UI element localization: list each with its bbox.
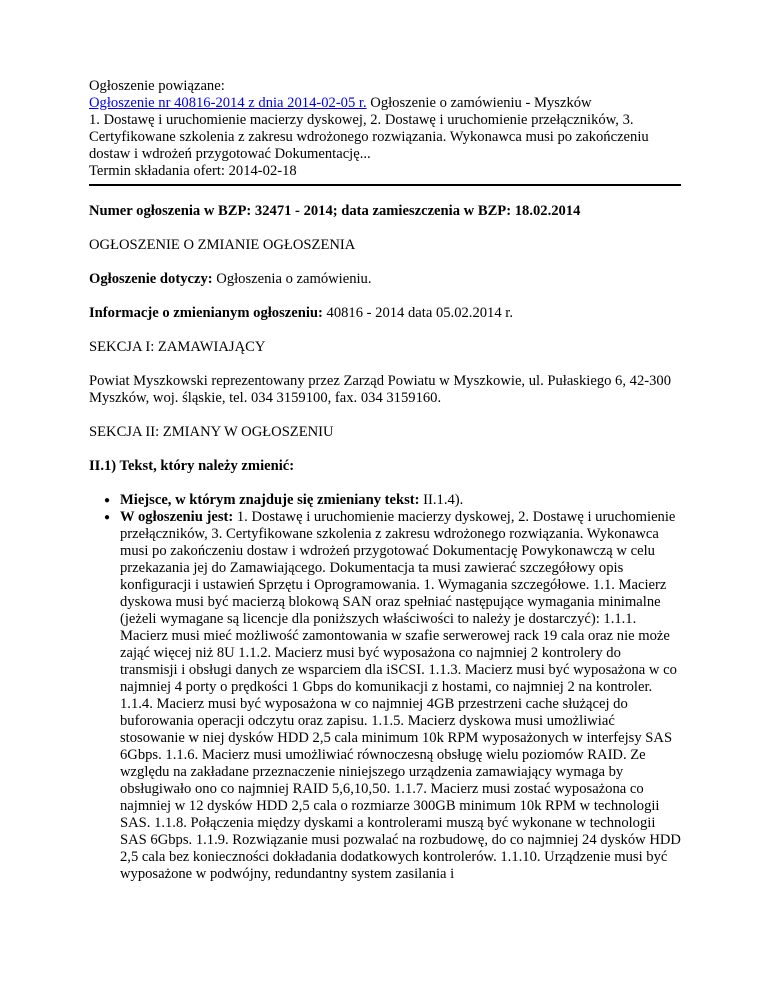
- related-notice-block: [89, 78, 681, 180]
- changed-notice-value: 40816 - 2014 data 05.02.2014 r.: [322, 305, 513, 321]
- related-notice-type: Ogłoszenie o zamówieniu - Myszków: [366, 95, 592, 111]
- notice-title: OGŁOSZENIE O ZMIANIE OGŁOSZENIA: [89, 237, 356, 253]
- related-heading: Ogłoszenie powiązane:: [89, 78, 225, 94]
- current-text-value: 1. Dostawę i uruchomienie macierzy dyskowej, 2. Dostawę i uruchomienie przełączników, 3. Certyfikowane szkolenia z zakresu wdrożonego rozwiązania. Wykonawca musi po zakończeniu dostaw i wdrożeń przygotować Dokumentację Powykonawczą w celu przekazania jej do Zamawiającego. Dokumentacja ta musi zawierać szczegółowy opis konfiguracji i ustawień Sprzętu i Oprogramowania. 1. Wymagania szczegółowe. 1.1. Macierz dyskowa musi być macierzą blokową SAN oraz spełniać następujące wymagania minimalne (jeżeli wymagane są licencje dla poniższych właściwości to należy je dostarczyć): 1.1.1. Macierz musi mieć możliwość zamontowania w szafie serwerowej rack 19 cala oraz nie może zająć więcej niż 8U 1.1.2. Macierz musi być wyposażona co najmniej 2 kontrolery do transmisji i obsługi danych ze wsparciem dla iSCSI. 1.1.3. Macierz musi być wyposażona w co najmniej 4 porty o prędkości 1 Gbps do komunikacji z hostami, co najmniej 2 na kontroler. 1.1.4. Macierz musi być wyposażona w co najmniej 4GB przestrzeni cache służącej do buforowania operacji odczytu oraz zapisu. 1.1.5. Macierz dyskowa musi umożliwiać stosowanie w niej dysków HDD 2,5 cala minimum 10k RPM wyposażonych w interfejsy SAS 6Gbps. 1.1.6. Macierz musi umożliwiać równoczesną obsługę wielu poziomów RAID. Ze względu na zakładane przeznaczenie niniejszego urządzenia zamawiający wymaga by obsługiwało ono co najmniej RAID 5,6,10,50. 1.1.7. Macierz musi zostać wyposażona co najmniej w 12 dysków HDD 2,5 cala o rozmiarze 300GB minimum 10k RPM w technologii SAS. 1.1.8. Połączenia między dyskami a kontrolerami muszą być wykonane w technologii SAS 6Gbps. 1.1.9. Rozwiązanie musi pozwalać na rozbudowę, do co najmniej 24 dysków HDD 2,5 cala bez konieczności dokładania dodatkowych kontrolerów. 1.1.10. Urządzenie musi być wyposażone w podwójny, redundantny system zasilania i: [120, 509, 681, 882]
- bullet-icon: ●: [104, 495, 111, 506]
- contracting-authority-text: Powiat Myszkowski reprezentowany przez Zarząd Powiatu w Myszkowie, ul. Pułaskiego 6, 42-300 Myszków, woj. śląskie, tel. 034 3159100, fax. 034 3159160.: [89, 373, 671, 406]
- change-location-label: Miejsce, w którym znajduje się zmieniany tekst:: [120, 492, 420, 508]
- notice-concerns: [89, 271, 681, 288]
- divider: [89, 184, 681, 186]
- section-2-subtitle: II.1) Tekst, który należy zmienić:: [89, 458, 295, 474]
- section-1-title: SEKCJA I: ZAMAWIAJĄCY: [89, 339, 266, 355]
- related-summary: 1. Dostawę i uruchomienie macierzy dyskowej, 2. Dostawę i uruchomienie przełączników, 3. Certyfikowane szkolenia z zakresu wdrożonego rozwiązania. Wykonawca musi po zakończeniu dostaw i wdrożeń przygotować Dokumentację...: [89, 112, 649, 162]
- related-deadline: Termin składania ofert: 2014-02-18: [89, 163, 297, 179]
- list-item: [104, 509, 681, 883]
- changed-notice-label: Informacje o zmienianym ogłoszeniu:: [89, 305, 323, 321]
- bzp-number: Numer ogłoszenia w BZP: 32471 - 2014; data zamieszczenia w BZP: 18.02.2014: [89, 203, 581, 219]
- document-page: [89, 78, 681, 883]
- related-notice-link[interactable]: Ogłoszenie nr 40816-2014 z dnia 2014-02-05 r.: [89, 95, 367, 111]
- changed-notice-info: [89, 305, 681, 322]
- change-location-value: II.1.4).: [419, 492, 464, 508]
- current-text-label: W ogłoszeniu jest:: [120, 509, 234, 525]
- related-notice-line: [89, 95, 681, 112]
- notice-concerns-value: Ogłoszenia o zamówieniu.: [212, 271, 372, 287]
- list-item: [104, 492, 681, 509]
- notice-concerns-label: Ogłoszenie dotyczy:: [89, 271, 213, 287]
- bullet-icon: ●: [104, 512, 111, 523]
- changes-list: [89, 492, 681, 883]
- section-2-title: SEKCJA II: ZMIANY W OGŁOSZENIU: [89, 424, 334, 440]
